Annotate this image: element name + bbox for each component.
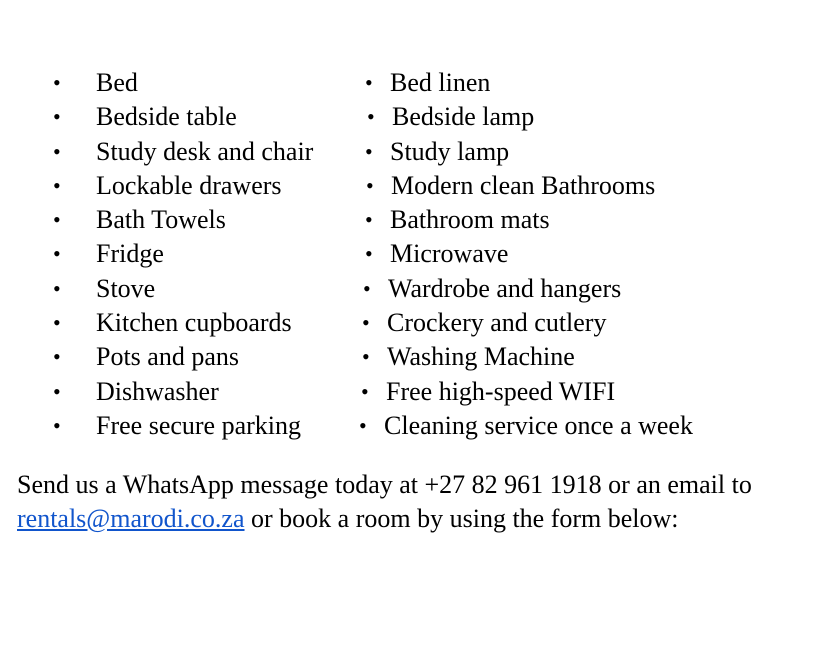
bullet-icon: •	[365, 70, 373, 95]
contact-paragraph	[17, 468, 817, 536]
list-item	[0, 272, 817, 306]
amenity-label: Bathroom mats	[390, 205, 550, 235]
amenity-label: Modern clean Bathrooms	[391, 170, 656, 200]
amenity-label: Stove	[96, 273, 156, 303]
amenity-label: Dishwasher	[96, 376, 219, 406]
bullet-icon: •	[53, 310, 61, 336]
amenity-label: Fridge	[96, 239, 164, 269]
amenities-list-right	[0, 66, 817, 443]
bullet-icon: •	[53, 70, 61, 95]
amenity-label: Cleaning service once a week	[384, 410, 693, 440]
amenity-label: Crockery and cutlery	[387, 308, 607, 338]
list-item	[0, 237, 817, 271]
amenity-label: Study lamp	[390, 136, 510, 166]
bullet-icon: •	[365, 207, 373, 233]
bullet-icon: •	[363, 275, 371, 301]
list-item	[0, 100, 817, 134]
amenity-label: Washing Machine	[387, 342, 575, 372]
bullet-icon: •	[53, 241, 61, 267]
bullet-icon: •	[365, 241, 373, 267]
bullet-icon: •	[53, 207, 61, 233]
list-item	[0, 66, 817, 100]
bullet-icon: •	[367, 104, 375, 130]
bullet-icon: •	[362, 344, 370, 370]
amenity-label: Lockable drawers	[96, 170, 282, 200]
list-item	[0, 375, 817, 409]
bullet-icon: •	[362, 310, 370, 336]
amenity-label: Bed	[96, 68, 138, 97]
amenity-label: Bedside table	[96, 102, 237, 132]
email-link[interactable]: rentals@marodi.co.za	[17, 504, 245, 533]
list-item	[0, 169, 817, 203]
bullet-icon: •	[53, 344, 61, 370]
contact-line-2: or book a room by using the form below:	[244, 504, 679, 533]
amenity-label: Study desk and chair	[96, 136, 314, 166]
amenity-label: Pots and pans	[96, 342, 239, 372]
list-item	[0, 135, 817, 169]
amenity-label: Bedside lamp	[392, 102, 535, 132]
contact-line-1: Send us a WhatsApp message today at +27 82 961 1918 or an email to	[17, 470, 752, 499]
bullet-icon: •	[361, 378, 369, 404]
bullet-icon: •	[53, 378, 61, 404]
amenity-label: Bath Towels	[96, 205, 226, 235]
amenity-label: Microwave	[390, 239, 509, 269]
list-item	[0, 340, 817, 374]
amenity-label: Wardrobe and hangers	[388, 273, 622, 303]
amenity-label: Bed linen	[390, 68, 491, 97]
amenity-label: Free secure parking	[96, 410, 302, 440]
bullet-icon: •	[366, 172, 374, 198]
amenity-label: Kitchen cupboards	[96, 308, 292, 338]
list-item	[0, 306, 817, 340]
bullet-icon: •	[359, 412, 367, 438]
bullet-icon: •	[53, 138, 61, 164]
bullet-icon: •	[53, 275, 61, 301]
bullet-icon: •	[53, 172, 61, 198]
bullet-icon: •	[53, 104, 61, 130]
list-item	[0, 409, 817, 443]
amenity-label: Free high-speed WIFI	[386, 376, 616, 406]
list-item	[0, 203, 817, 237]
bullet-icon: •	[53, 412, 61, 438]
bullet-icon: •	[365, 138, 373, 164]
